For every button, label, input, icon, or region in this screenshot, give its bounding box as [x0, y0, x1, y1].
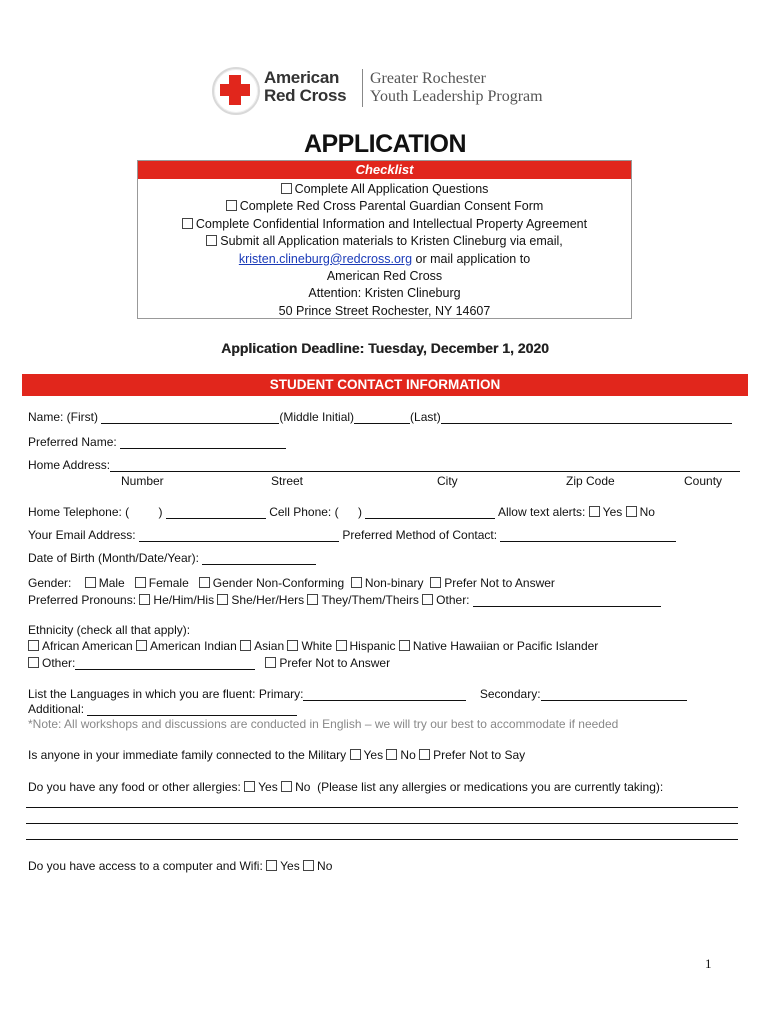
addr-street-label: Street — [271, 474, 304, 488]
addr-city-label: City — [437, 474, 458, 488]
preferred-name-row — [28, 435, 286, 449]
checkbox-icon[interactable] — [265, 657, 276, 668]
paren-close: ) — [158, 505, 163, 519]
red-cross-logo — [212, 67, 572, 115]
checkbox-icon[interactable] — [307, 594, 318, 605]
preferred-name-label: Preferred Name: — [28, 435, 117, 449]
ethnicity-option: Hispanic — [349, 639, 396, 653]
checkbox-icon[interactable] — [226, 200, 237, 211]
checklist-item-label: Complete All Application Questions — [294, 182, 489, 196]
checkbox-icon[interactable] — [419, 749, 430, 760]
checkbox-icon[interactable] — [182, 218, 193, 229]
checkbox-icon[interactable] — [281, 781, 292, 792]
checkbox-icon[interactable] — [139, 594, 150, 605]
checkbox-icon[interactable] — [28, 640, 39, 651]
gender-label: Gender: — [28, 576, 72, 590]
checkbox-icon[interactable] — [303, 860, 314, 871]
checklist-item[interactable] — [138, 198, 631, 215]
allergies-field-2[interactable] — [26, 823, 738, 824]
red-cross-icon-bar — [220, 84, 250, 96]
checklist-item[interactable] — [138, 181, 631, 198]
checklist-item[interactable] — [138, 233, 631, 250]
home-telephone-field[interactable] — [166, 506, 266, 519]
military-no: No — [400, 748, 416, 762]
checkbox-icon[interactable] — [281, 183, 292, 194]
cell-phone-field[interactable] — [365, 506, 495, 519]
page-number: 1 — [705, 956, 712, 971]
middle-initial-label: (Middle Initial) — [279, 410, 355, 424]
ethnicity-options-row — [28, 639, 598, 653]
email-line — [138, 251, 631, 268]
brand-line-1: American — [264, 68, 340, 87]
cell-phone-label: Cell Phone: ( — [269, 505, 339, 519]
checkbox-icon[interactable] — [244, 781, 255, 792]
mail-text: or mail application to — [412, 251, 531, 266]
allergies-no: No — [295, 780, 311, 794]
page-title: APPLICATION — [303, 130, 467, 158]
checkbox-icon[interactable] — [266, 860, 277, 871]
program-line-1: Greater Rochester — [370, 70, 486, 87]
home-address-field[interactable] — [110, 459, 740, 472]
home-address-label: Home Address: — [28, 458, 111, 472]
gender-row — [28, 576, 555, 590]
checklist-box — [137, 160, 632, 319]
computer-yes: Yes — [280, 859, 300, 873]
brand-name — [264, 69, 346, 105]
checkbox-icon[interactable] — [589, 506, 600, 517]
pronoun-option: He/Him/His — [153, 593, 215, 607]
email-row — [28, 528, 676, 542]
email-label: Your Email Address: — [28, 528, 136, 542]
checklist-item-label: Complete Red Cross Parental Guardian Consent Form — [239, 199, 544, 214]
ethnicity-option: Asian — [254, 639, 285, 653]
ethnicity-label: Ethnicity (check all that apply): — [28, 623, 191, 637]
allergies-note: (Please list any allergies or medications you are currently taking): — [317, 780, 664, 794]
additional-row — [28, 702, 297, 716]
allergies-field-1[interactable] — [26, 807, 738, 808]
ethnicity-option: White — [301, 639, 333, 653]
language-note: *Note: All workshops and discussions are conducted in English – we will try our best to accommodate if needed — [28, 717, 619, 731]
checkbox-icon[interactable] — [430, 577, 441, 588]
first-name-label: Name: (First) — [28, 410, 98, 424]
text-alerts-label: Allow text alerts: — [497, 505, 586, 519]
contact-method-field[interactable] — [500, 529, 676, 542]
checkbox-icon[interactable] — [626, 506, 637, 517]
primary-language-field[interactable] — [303, 688, 466, 701]
additional-language-field[interactable] — [87, 703, 297, 716]
pronoun-other-field[interactable] — [473, 594, 661, 607]
pronoun-option: They/Them/Theirs — [321, 593, 419, 607]
email-field[interactable] — [139, 529, 339, 542]
ethnicity-option: Native Hawaiian or Pacific Islander — [412, 639, 599, 653]
military-label: Is anyone in your immediate family connected to the Military — [28, 748, 347, 762]
computer-no: No — [317, 859, 333, 873]
pronouns-row — [28, 593, 661, 607]
checkbox-icon[interactable] — [199, 577, 210, 588]
checkbox-icon[interactable] — [206, 235, 217, 246]
phone-row — [28, 505, 655, 519]
languages-label: List the Languages in which you are fluent: Primary: — [28, 687, 304, 701]
ethnicity-other-row — [28, 656, 390, 670]
first-name-field[interactable] — [101, 411, 279, 424]
dob-label: Date of Birth (Month/Date/Year): — [28, 551, 199, 565]
secondary-language-field[interactable] — [541, 688, 687, 701]
application-deadline: Application Deadline: Tuesday, December 1, 2020 — [221, 340, 549, 356]
addr-number-label: Number — [121, 474, 164, 488]
checkbox-icon[interactable] — [336, 640, 347, 651]
ethnicity-other-label: Other: — [42, 656, 76, 670]
pronoun-option: She/Her/Hers — [231, 593, 305, 607]
checklist-heading: Checklist — [138, 161, 631, 179]
address-line: Attention: Kristen Clineburg — [308, 286, 461, 301]
checkbox-icon[interactable] — [386, 749, 397, 760]
home-address-row — [28, 458, 740, 472]
gender-option: Gender Non-Conforming — [212, 576, 345, 590]
home-telephone-label: Home Telephone: ( — [28, 505, 130, 519]
allergies-row — [28, 780, 663, 794]
preferred-name-field[interactable] — [120, 436, 286, 449]
allergies-yes: Yes — [258, 780, 278, 794]
pronouns-label: Preferred Pronouns: — [28, 593, 137, 607]
gender-option: Prefer Not to Answer — [444, 576, 555, 590]
checkbox-icon[interactable] — [135, 577, 146, 588]
computer-label: Do you have access to a computer and Wifi: — [28, 859, 263, 873]
checkbox-icon[interactable] — [240, 640, 251, 651]
checkbox-icon[interactable] — [217, 594, 228, 605]
computer-row — [28, 859, 332, 873]
email-link[interactable]: kristen.clineburg@redcross.org — [238, 251, 413, 266]
brand-line-2: Red Cross — [264, 86, 347, 105]
ethnicity-prefer-not: Prefer Not to Answer — [279, 656, 391, 670]
checkbox-icon[interactable] — [350, 749, 361, 760]
gender-option: Non-binary — [364, 576, 424, 590]
program-line-2: Youth Leadership Program — [370, 88, 543, 105]
checkbox-icon[interactable] — [28, 657, 39, 668]
ethnicity-option: American Indian — [150, 639, 237, 653]
name-row — [28, 410, 732, 424]
gender-option: Male — [98, 576, 125, 590]
logo-divider — [362, 69, 363, 107]
gender-option: Female — [148, 576, 189, 590]
dob-field[interactable] — [202, 552, 316, 565]
pronoun-option: Other: — [436, 593, 470, 607]
ethnicity-option: African American — [42, 639, 133, 653]
last-name-label: (Last) — [410, 410, 441, 424]
contact-method-label: Preferred Method of Contact: — [342, 528, 498, 542]
addr-zip-label: Zip Code — [566, 474, 615, 488]
last-name-field[interactable] — [441, 411, 732, 424]
text-alerts-yes: Yes — [602, 505, 623, 519]
checklist-item[interactable] — [138, 216, 631, 233]
military-yes: Yes — [363, 748, 384, 762]
checkbox-icon[interactable] — [351, 577, 362, 588]
military-prefer-not: Prefer Not to Say — [433, 748, 526, 762]
allergies-label: Do you have any food or other allergies: — [28, 780, 241, 794]
checklist-item-label: Submit all Application materials to Kristen Clineburg via email, — [220, 234, 563, 249]
languages-row — [28, 687, 687, 701]
address-line: American Red Cross — [326, 269, 443, 284]
text-alerts-no: No — [639, 505, 655, 519]
program-name — [370, 70, 543, 106]
checkbox-icon[interactable] — [136, 640, 147, 651]
middle-initial-field[interactable] — [354, 411, 410, 424]
military-row — [28, 748, 525, 762]
secondary-language-label: Secondary: — [479, 687, 541, 701]
addr-county-label: County — [684, 474, 723, 488]
checkbox-icon[interactable] — [399, 640, 410, 651]
checkbox-icon[interactable] — [287, 640, 298, 651]
checkbox-icon[interactable] — [85, 577, 96, 588]
checklist-body — [138, 179, 631, 320]
section-header: STUDENT CONTACT INFORMATION — [22, 374, 748, 396]
allergies-field-3[interactable] — [26, 839, 738, 840]
address-line: 50 Prince Street Rochester, NY 14607 — [278, 303, 491, 318]
additional-language-label: Additional: — [28, 702, 85, 716]
ethnicity-other-field[interactable] — [75, 657, 255, 670]
checklist-item-label: Complete Confidential Information and Intellectual Property Agreement — [195, 216, 588, 231]
dob-row — [28, 551, 316, 565]
paren-close: ) — [357, 505, 362, 519]
checkbox-icon[interactable] — [422, 594, 433, 605]
